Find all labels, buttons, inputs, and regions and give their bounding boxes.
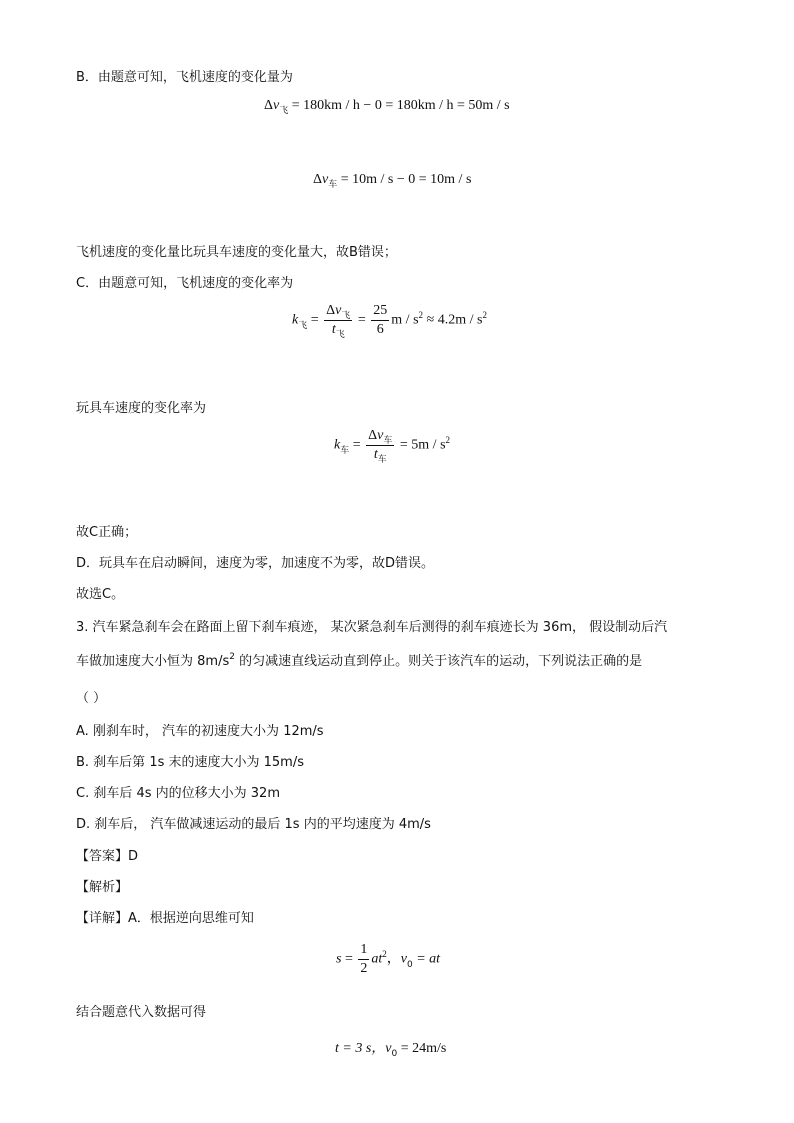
detail-label: 【详解】A．根据逆向思维可知 xyxy=(76,911,254,926)
equation-car-delta-v: $\Delta v_车 = 10m / s - 0 = 10m / s$ xyxy=(313,172,472,190)
question-bracket: （ ） xyxy=(76,691,107,706)
text-line: 玩具车速度的变化率为 xyxy=(76,401,207,416)
equation-result: t = 3 s，$v_0 = 24m/s$ xyxy=(335,1041,447,1059)
analysis-label: 【解析】 xyxy=(76,880,129,895)
answer-label: 【答案】D xyxy=(76,849,139,864)
option-a: A. 刚刹车时， 汽车的初速度大小为 12m/s xyxy=(76,724,324,739)
text-line: 故C正确； xyxy=(76,525,138,540)
equation-car-rate: $k_车$ = $\frac{\Delta v_车}{t_车}$ = $5m / s^2$ xyxy=(334,428,451,465)
option-b: B. 刹车后第 1s 末的速度大小为 15m/s xyxy=(76,755,304,770)
text-line: C．由题意可知，飞机速度的变化率为 xyxy=(76,276,294,291)
text-line: B．由题意可知，飞机速度的变化量为 xyxy=(76,70,293,85)
equation-plane-rate: $k_飞$ = $\frac{\Delta v_飞}{t_飞}$ = $\frac{25}{6}$ $m / s^2 \approx 4.2m / s^2$ xyxy=(292,303,487,340)
text-line: 结合题意代入数据可得 xyxy=(76,1005,207,1020)
question-text: 车做加速度大小恒为 $8m/s^2$ 的匀减速直线运动直到停止。则关于该汽车的运动，下列说法正确的是 xyxy=(76,652,643,669)
equation-displacement: s = $\frac{1}{2}$ $at^2$，$v_0$ = at xyxy=(336,942,441,976)
option-d: D. 刹车后， 汽车做减速运动的最后 1s 内的平均速度为 4m/s xyxy=(76,817,431,832)
text-line: 飞机速度的变化量比玩具车速度的变化量大，故B错误； xyxy=(76,245,397,260)
text-line: D．玩具车在启动瞬间，速度为零，加速度不为零，故D错误。 xyxy=(76,556,435,571)
option-c: C. 刹车后 4s 内的位移大小为 32m xyxy=(76,786,280,801)
text-line: 故选C。 xyxy=(76,587,125,602)
equation-plane-delta-v: $\Delta v_飞 = 180km / h - 0 = 180km / h = 50m / s$ xyxy=(264,98,510,116)
question-text: 3. 汽车紧急刹车会在路面上留下刹车痕迹， 某次紧急刹车后测得的刹车痕迹长为 36m， 假设制动后汽 xyxy=(76,620,668,635)
